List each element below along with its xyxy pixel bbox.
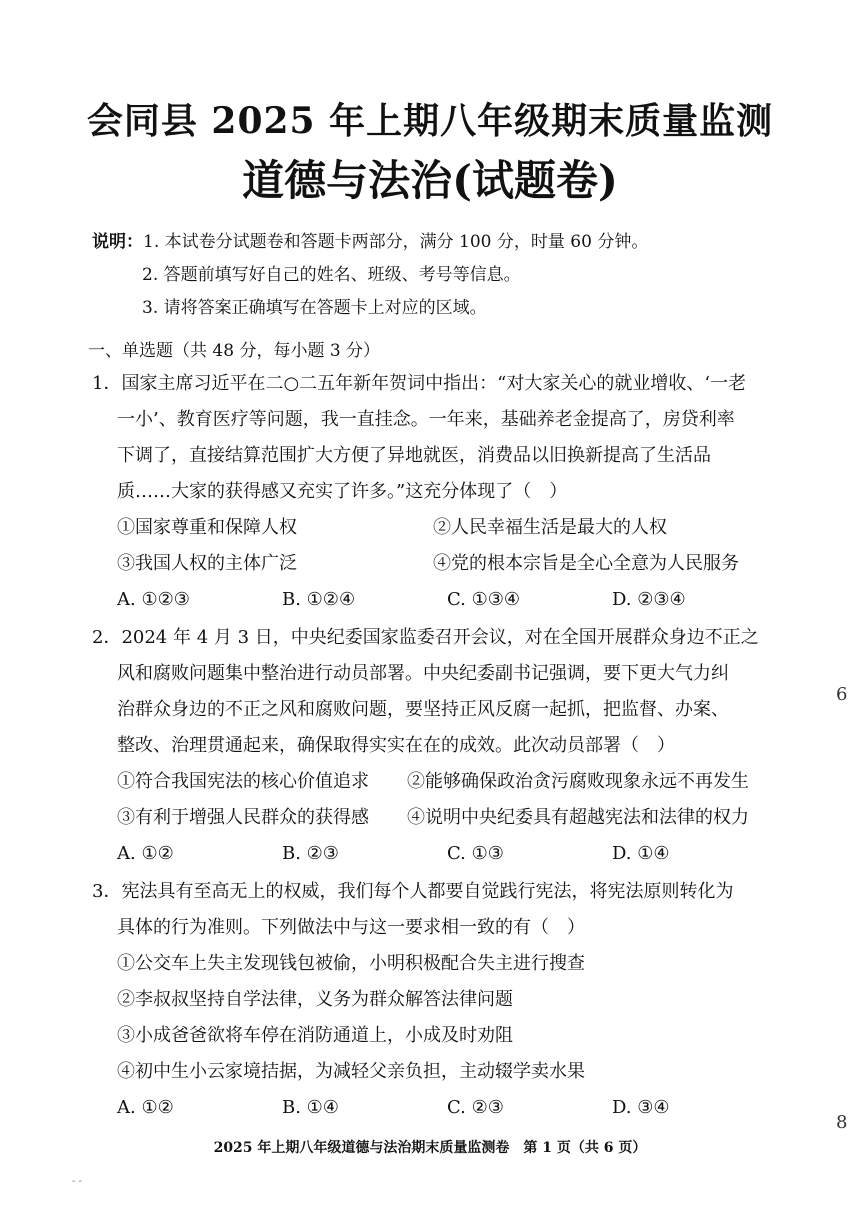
option: ④党的根本宗旨是全心全意为人民服务 [433, 553, 739, 574]
choice-a: A. ①② [117, 1097, 174, 1118]
margin-mark: 6 [836, 684, 848, 705]
option: ②人民幸福生活是最大的人权 [433, 517, 667, 538]
question-text: 整改、治理贯通起来，确保取得实实在在的成效。此次动员部署（ ） [117, 735, 675, 756]
question-text: 风和腐败问题集中整治进行动员部署。中央纪委副书记强调，要下更大气力纠 [117, 663, 729, 684]
option: ③我国人权的主体广泛 [117, 553, 297, 574]
option: ③小成爸爸欲将车停在消防通道上，小成及时劝阻 [117, 1025, 513, 1046]
option-row [92, 982, 782, 1018]
scan-artifact: - - [72, 1176, 82, 1187]
page-footer: 2025 年上期八年级道德与法治期末质量监测卷 第 1 页（共 6 页） [213, 1140, 647, 1156]
choice-a: A. ①②③ [117, 589, 190, 610]
choice-b: B. ①④ [282, 1097, 339, 1118]
margin-mark: 8 [836, 1112, 848, 1133]
choice-b: B. ①②④ [282, 589, 356, 610]
instructions-label: 说明： [92, 232, 143, 252]
choice-row [92, 836, 782, 872]
option: ③有利于增强人民群众的获得感 [117, 807, 369, 828]
exam-subtitle: 道德与法治(试题卷) [242, 156, 618, 205]
choice-row [92, 1090, 782, 1126]
instructions [92, 226, 648, 325]
option-row [92, 546, 782, 582]
choice-d: D. ③④ [612, 1097, 670, 1118]
exam-title: 会同县 2025 年上期八年级期末质量监测 [86, 100, 774, 142]
choice-c: C. ①③④ [447, 589, 520, 610]
question-text: 治群众身边的不正之风和腐败问题，要坚持正风反腐一起抓，把监督、办案、 [117, 699, 729, 720]
choice-row [92, 582, 782, 618]
option: ②能够确保政治贪污腐败现象永远不再发生 [407, 771, 749, 792]
question-3 [92, 874, 782, 1126]
option: ①符合我国宪法的核心价值追求 [117, 771, 369, 792]
option-row [92, 764, 782, 800]
question-text: 质……大家的获得感又充实了许多。”这充分体现了（ ） [117, 481, 568, 502]
option: ①公交车上失主发现钱包被偷，小明积极配合失主进行搜查 [117, 953, 585, 974]
option: ①国家尊重和保障人权 [117, 517, 297, 538]
option: ②李叔叔坚持自学法律，义务为群众解答法律问题 [117, 989, 513, 1010]
section-heading: 一、单选题（共 48 分，每小题 3 分） [88, 341, 381, 361]
option-row [92, 946, 782, 982]
instruction-item: 2. 答题前填写好自己的姓名、班级、考号等信息。 [142, 265, 521, 285]
question-text: 1．国家主席习近平在二○二五年新年贺词中指出：“对大家关心的就业增收、‘一老 [92, 373, 747, 394]
choice-d: D. ①④ [612, 843, 670, 864]
option-row [92, 510, 782, 546]
choice-a: A. ①② [117, 843, 174, 864]
option-row [92, 1054, 782, 1090]
option: ④说明中央纪委具有超越宪法和法律的权力 [407, 807, 749, 828]
question-text: 2．2024 年 4 月 3 日，中央纪委国家监委召开会议，对在全国开展群众身边不正之 [92, 627, 759, 648]
choice-d: D. ②③④ [612, 589, 686, 610]
question-text: 3．宪法具有至高无上的权威，我们每个人都要自觉践行宪法，将宪法原则转化为 [92, 881, 734, 902]
instruction-item: 3. 请将答案正确填写在答题卡上对应的区域。 [142, 298, 487, 318]
option: ④初中生小云家境拮据，为减轻父亲负担，主动辍学卖水果 [117, 1061, 585, 1082]
choice-b: B. ②③ [282, 843, 339, 864]
question-text: 下调了，直接结算范围扩大方便了异地就医，消费品以旧换新提高了生活品 [117, 445, 711, 466]
instruction-item: 1. 本试卷分试题卷和答题卡两部分，满分 100 分，时量 60 分钟。 [143, 232, 649, 252]
question-1 [92, 366, 782, 618]
option-row [92, 800, 782, 836]
question-2 [92, 620, 782, 872]
question-text: 具体的行为准则。下列做法中与这一要求相一致的有（ ） [117, 917, 585, 938]
choice-c: C. ②③ [447, 1097, 504, 1118]
choice-c: C. ①③ [447, 843, 504, 864]
option-row [92, 1018, 782, 1054]
question-text: 一小’、教育医疗等问题，我一直挂念。一年来，基础养老金提高了，房贷利率 [117, 409, 735, 430]
